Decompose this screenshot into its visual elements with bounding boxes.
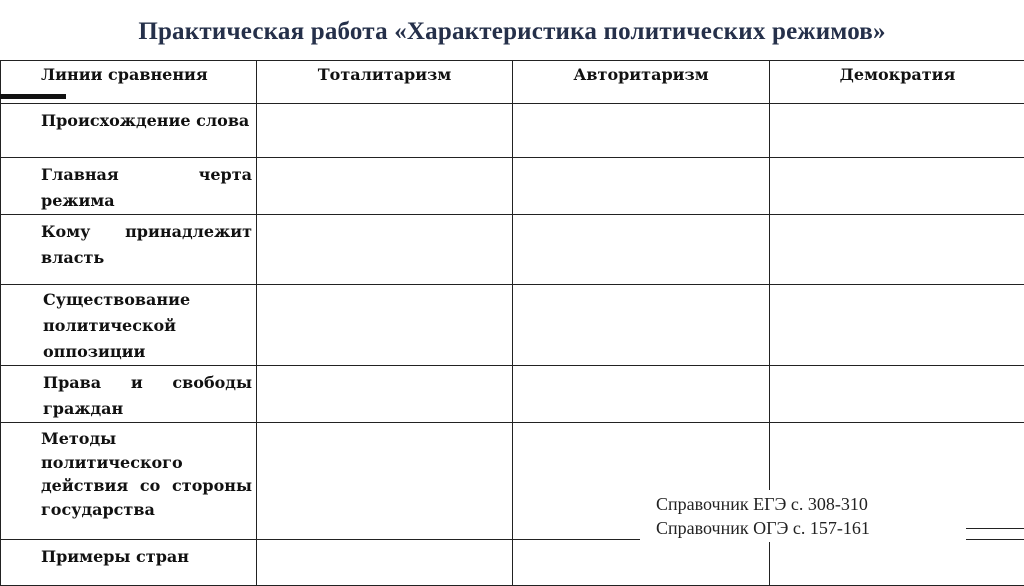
- table-cell[interactable]: [513, 366, 770, 423]
- reference-ege: Справочник ЕГЭ с. 308-310: [656, 492, 966, 516]
- row-label-country-examples: Примеры стран: [1, 540, 257, 586]
- header-democracy: Демократия: [770, 61, 1024, 104]
- header-comparison-lines: Линии сравнения: [1, 61, 257, 104]
- reference-oge: Справочник ОГЭ с. 157-161: [656, 516, 966, 540]
- table-cell[interactable]: [257, 104, 513, 158]
- table-row: [1, 104, 1024, 158]
- row-label-opposition: Существование политической оппозиции: [1, 285, 257, 366]
- table-row: [1, 540, 1024, 586]
- table-row: [1, 366, 1024, 423]
- row-label-who-holds-power: Кому принадлежит власть: [1, 215, 257, 285]
- row-label-state-methods: Методы политического действия со стороны государства: [1, 423, 257, 540]
- table-row: [1, 285, 1024, 366]
- table-cell[interactable]: [770, 158, 1024, 215]
- table-cell[interactable]: [770, 215, 1024, 285]
- table-cell[interactable]: [513, 158, 770, 215]
- row-label-main-feature: Главная черта режима: [1, 158, 257, 215]
- reference-note: [640, 490, 966, 542]
- table-cell[interactable]: [257, 423, 513, 540]
- row-label-word-origin: Происхождение слова: [1, 104, 257, 158]
- table-cell[interactable]: [257, 158, 513, 215]
- table-cell[interactable]: [770, 104, 1024, 158]
- row-label-rights-freedoms: Права и свободы граждан: [1, 366, 257, 423]
- page-title: Практическая работа «Характеристика политических режимов»: [0, 18, 1024, 46]
- table-cell[interactable]: [257, 540, 513, 586]
- table-row: [1, 215, 1024, 285]
- decorative-rule: [0, 94, 66, 99]
- table-header-row: [1, 61, 1024, 104]
- table-cell[interactable]: [257, 285, 513, 366]
- table-cell[interactable]: [257, 366, 513, 423]
- table-cell[interactable]: [513, 540, 770, 586]
- table-cell[interactable]: [513, 215, 770, 285]
- header-totalitarianism: Тоталитаризм: [257, 61, 513, 104]
- header-authoritarianism: Авторитаризм: [513, 61, 770, 104]
- table-cell[interactable]: [513, 104, 770, 158]
- table-cell[interactable]: [770, 366, 1024, 423]
- table-row: [1, 158, 1024, 215]
- table-cell[interactable]: [257, 215, 513, 285]
- table-cell[interactable]: [513, 285, 770, 366]
- table-cell[interactable]: [770, 285, 1024, 366]
- table-cell[interactable]: [770, 540, 1024, 586]
